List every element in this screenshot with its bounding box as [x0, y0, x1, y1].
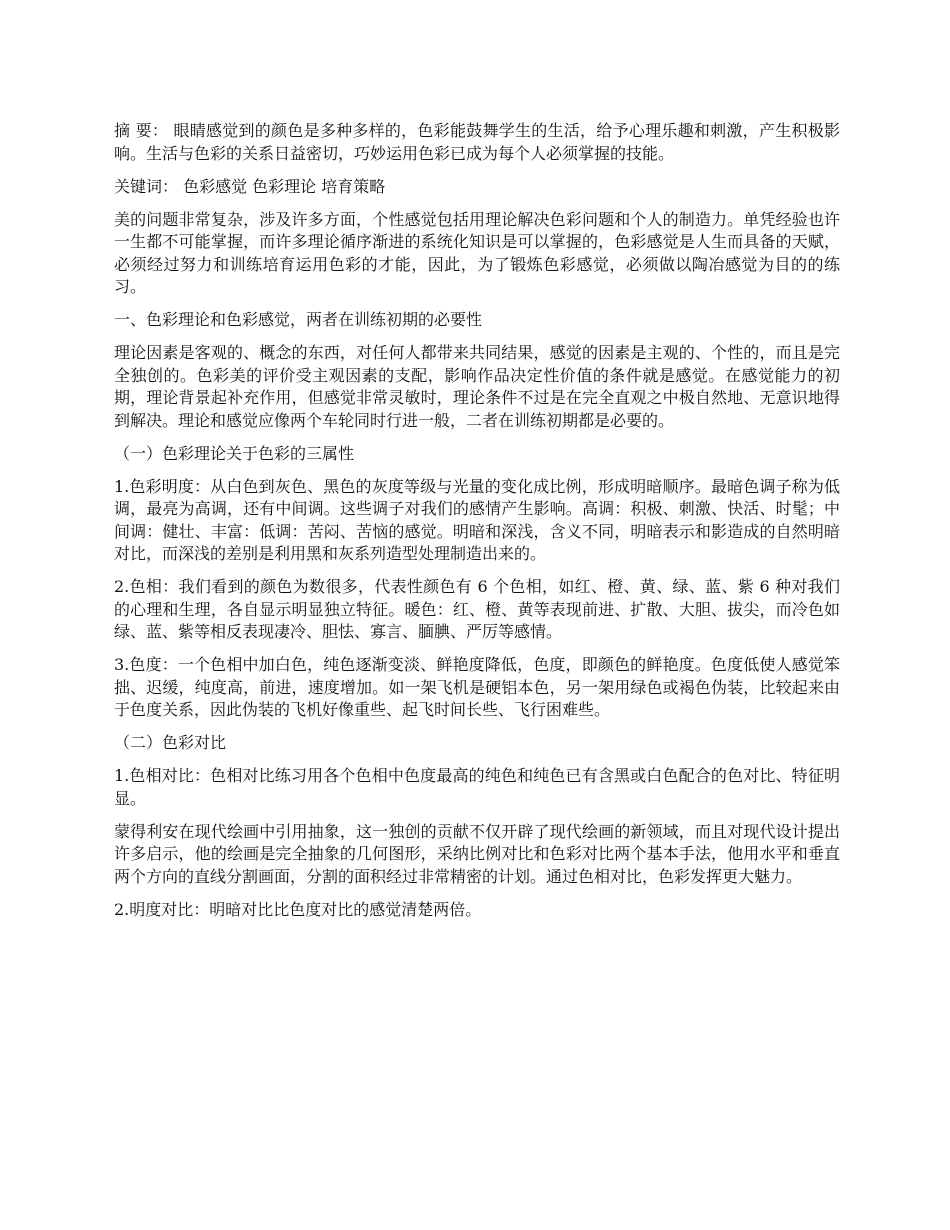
keywords-line: 关键词： 色彩感觉 色彩理论 培育策略 [114, 176, 386, 196]
hue-paragraph: 2.色相：我们看到的颜色为数很多，代表性颜色有 6 个色相，如红、橙、黄、绿、蓝、紫 6 种对我们的心理和生理，各自显示明显独立特征。暖色：红、橙、黄等表现前进、扩散、大胆、拔尖，而冷色如绿、蓝、紫等相反表现凄冷、胆怯、寡言、腼腆、严厉等感情。 [114, 577, 840, 641]
subsection-heading-2: （二）色彩对比 [114, 733, 227, 752]
saturation-paragraph: 3.色度：一个色相中加白色，纯色逐渐变淡、鲜艳度降低，色度，即颜色的鲜艳度。色度低使人感觉笨拙、迟缓，纯度高，前进，速度增加。如一架飞机是硬铝本色，另一架用绿色或褐色伪装，比较起来由于色度关系，因此伪装的飞机好像重些、起飞时间长些、飞行困难些。 [114, 655, 840, 719]
lightness-contrast-paragraph: 2.明度对比：明暗对比比色度对比的感觉清楚两倍。 [114, 899, 482, 919]
document-page [114, 120, 840, 932]
section-1-paragraph: 理论因素是客观的、概念的东西，对任何人都带来共同结果，感觉的因素是主观的、个性的，而且是完全独创的。色彩美的评价受主观因素的支配，影响作品决定性价值的条件就是感觉。在感觉能力的初期，理论背景起补充作用，但感觉非常灵敏时，理论条件不过是在完全直观之中极自然地、无意识地得到解决。理论和感觉应像两个车轮同时行进一般，二者在训练初期都是必要的。 [114, 343, 840, 430]
abstract-paragraph: 摘 要： 眼睛感觉到的颜色是多种多样的，色彩能鼓舞学生的生活，给予心理乐趣和刺激，产生积极影响。生活与色彩的关系日益密切，巧妙运用色彩已成为每个人必须掌握的技能。 [114, 121, 840, 163]
hue-contrast-paragraph: 1.色相对比：色相对比练习用各个色相中色度最高的纯色和纯色已有含黑或白色配合的色对比、特征明显。 [114, 766, 840, 808]
lightness-paragraph: 1.色彩明度：从白色到灰色、黑色的灰度等级与光量的变化成比例，形成明暗顺序。最暗色调子称为低调，最亮为高调，还有中间调。这些调子对我们的感情产生影响。高调：积极、刺激、快活、时髦；中间调：健壮、丰富：低调：苦闷、苦恼的感觉。明暗和深浅，含义不同，明暗表示和影造成的自然明暗对比，而深浅的差别是利用黑和灰系列造型处理制造出来的。 [114, 476, 840, 563]
intro-paragraph: 美的问题非常复杂，涉及许多方面，个性感觉包括用理论解决色彩问题和个人的制造力。单凭经验也许一生都不可能掌握，而许多理论循序渐进的系统化知识是可以掌握的，色彩感觉是人生而具备的天赋，必须经过努力和训练培育运用色彩的才能，因此，为了锻炼色彩感觉，必须做以陶冶感觉为目的的练习。 [114, 209, 840, 296]
section-heading-1: 一、色彩理论和色彩感觉，两者在训练初期的必要性 [114, 310, 483, 329]
subsection-heading-1: （一）色彩理论关于色彩的三属性 [114, 443, 355, 463]
mondrian-paragraph: 蒙得利安在现代绘画中引用抽象，这一独创的贡献不仅开辟了现代绘画的新领域，而且对现代设计提出许多启示，他的绘画是完全抽象的几何图形，采纳比例对比和色彩对比两个基本手法，他用水平和垂直两个方向的直线分割画面，分割的面积经过非常精密的计划。通过色相对比，色彩发挥更大魅力。 [114, 821, 840, 886]
